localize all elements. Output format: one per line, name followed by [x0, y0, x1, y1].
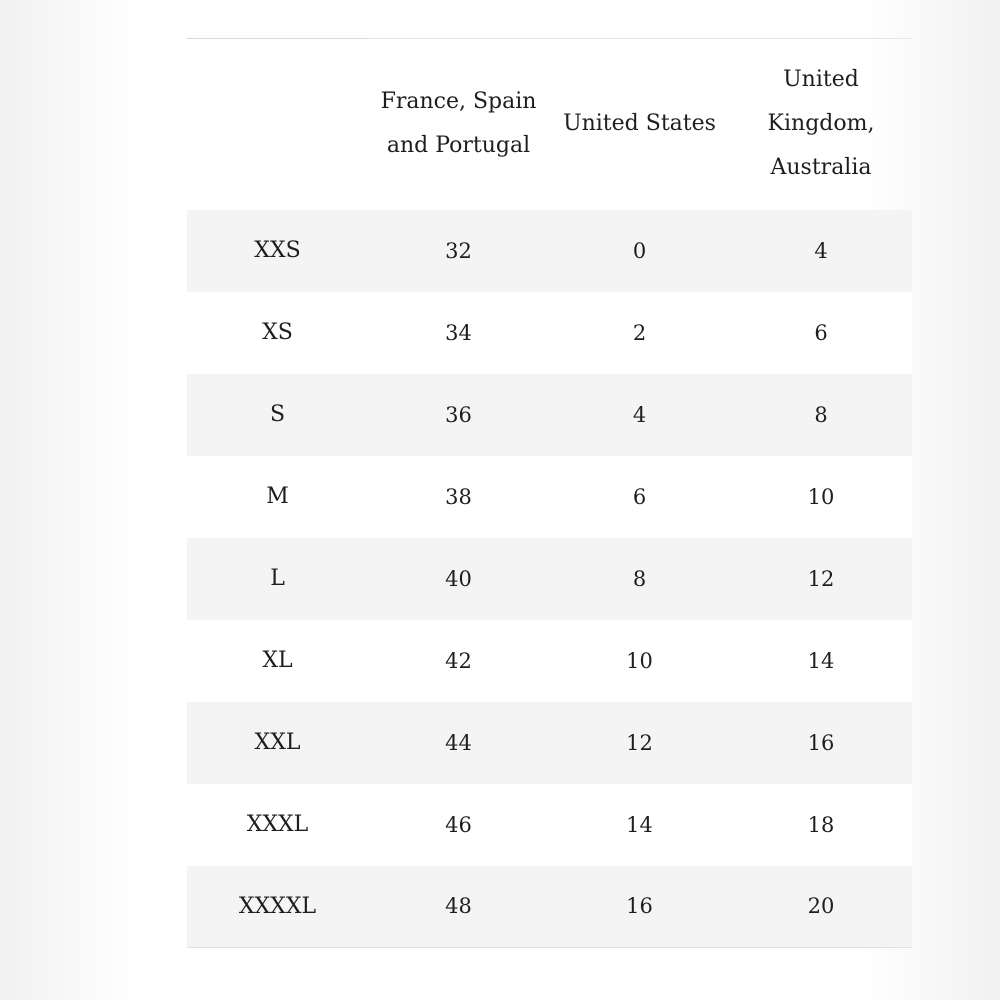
fr-es-pt-size-cell: 38	[445, 484, 472, 509]
size-label-cell: XXXXL	[187, 866, 368, 948]
table-row	[187, 292, 912, 374]
table-row	[187, 456, 912, 538]
fr-es-pt-size-cell: 42	[445, 648, 472, 673]
size-label-cell: S	[269, 402, 286, 427]
header-united-states: United States	[549, 39, 730, 210]
table-row	[187, 538, 912, 620]
us-size-cell: 12	[626, 730, 653, 755]
uk-au-size-cell: 18	[807, 812, 835, 837]
table-row	[187, 374, 912, 456]
table-header-row	[187, 39, 912, 210]
fr-es-pt-size-cell: 46	[445, 812, 472, 837]
us-size-cell: 6	[632, 484, 647, 509]
size-label-cell: M	[266, 484, 289, 509]
fr-es-pt-size-cell: 40	[445, 566, 472, 591]
us-size-cell: 4	[632, 402, 647, 427]
size-label-cell: XS	[262, 320, 293, 345]
uk-au-size-cell: 14	[807, 648, 835, 673]
us-size-cell: 0	[632, 238, 647, 263]
uk-au-size-cell: 20	[730, 866, 912, 948]
table-row	[187, 784, 912, 866]
us-size-cell: 14	[626, 812, 653, 837]
uk-au-size-cell: 8	[814, 402, 828, 427]
fr-es-pt-size-cell: 34	[445, 320, 472, 345]
us-size-cell: 2	[632, 320, 647, 345]
size-label-cell: XXXL	[246, 812, 309, 837]
us-size-cell: 8	[632, 566, 647, 591]
table-row	[187, 702, 912, 784]
table-row	[187, 210, 912, 292]
table-row	[187, 866, 912, 948]
fr-es-pt-size-cell: 48	[368, 866, 549, 948]
size-label-cell: XXS	[254, 238, 301, 263]
us-size-cell: 10	[626, 648, 653, 673]
table-row	[187, 620, 912, 702]
uk-au-size-cell: 10	[807, 484, 835, 509]
size-table-scroll-container[interactable]	[187, 38, 875, 946]
uk-au-size-cell: 16	[807, 730, 835, 755]
fr-es-pt-size-cell: 44	[445, 730, 472, 755]
size-label-cell: XL	[262, 648, 293, 673]
header-united-kingdom-australia: United Kingdom, Australia	[730, 39, 912, 210]
uk-au-size-cell: 6	[814, 320, 828, 345]
size-conversion-table	[187, 38, 912, 948]
fr-es-pt-size-cell: 36	[445, 402, 472, 427]
us-size-cell: 16	[549, 866, 730, 948]
fr-es-pt-size-cell: 32	[445, 238, 472, 263]
uk-au-size-cell: 4	[814, 238, 828, 263]
size-label-cell: L	[270, 566, 285, 591]
size-label-cell: XXL	[254, 730, 301, 755]
header-france-spain-portugal: France, Spain and Portugal	[368, 39, 549, 210]
uk-au-size-cell: 12	[807, 566, 835, 591]
header-size-label	[187, 39, 368, 210]
